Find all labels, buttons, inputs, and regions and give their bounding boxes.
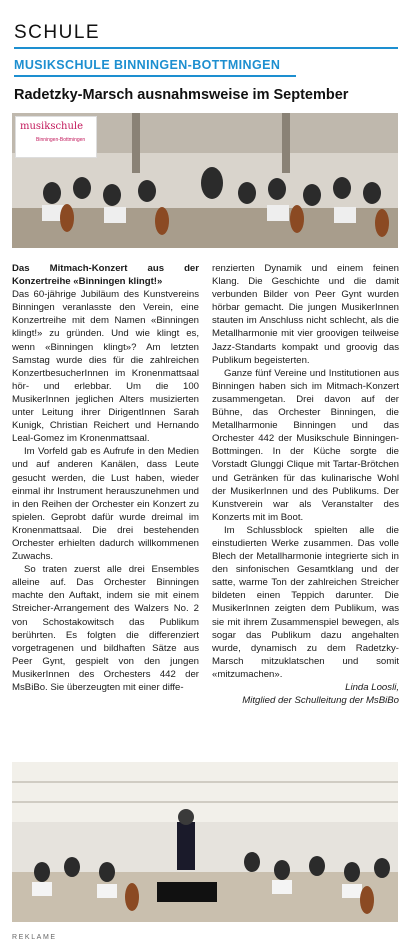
orchestra-photo-bottom-drawing xyxy=(12,762,398,922)
article-paragraph: Das 60-jährige Jubiläum des Kunstvereins Binningen veranlasste den Verein, eine Konzertreihe mit dem Namen «Binningen klingt!» zu gründen. Und wie klingt es, wenn «Binningen klingt»? Am letzten Samstag wurde dies für die zahlreichen KonzertbesucherInnen im Kronenmattsaal hör- und erlebbar. Um die 100 MusikerInnen jeglichen Alters musizierten unter Leitung ihrer DirigentInnen Sarah Kunigk, Christian Reichert und Hernando Leal-Gomez im Kronenmattsaal. xyxy=(12,289,199,445)
section-title: SCHULE xyxy=(14,22,101,43)
article-column-right xyxy=(212,262,399,707)
orchestra-photo-bottom xyxy=(12,762,398,922)
article-paragraph: renzierten Dynamik und einem feinen Klang. Die Geschichte und die damit verbunden Bilder von Peer Gynt wurden hörbar gemacht. Die jungen MusikerInnen stauten im Anschluss nicht schlecht, als die Metallharmonie mit vier groovigen teilweise Jazz-Standarts kompakt und groovig das Publikum begeisterten. xyxy=(212,263,399,366)
footer-label: REKLAME xyxy=(12,934,57,941)
musikschule-logo xyxy=(15,116,97,158)
article-paragraph: Im Vorfeld gab es Aufrufe in den Medien und auf anderen Kanälen, dass Leute gesucht werden, die Lust haben, wieder einmal ihr Instrument herauszunehmen und in den Reihen der Orchester ein Konzert zu spielen. Geprobt dafür wurde dreimal im Kronenmattsaal. Die drei bestehenden Orchester erhielten dadurch willkommenen Zuwachs. xyxy=(12,446,199,563)
article-headline: Radetzky-Marsch ausnahmsweise im September xyxy=(14,87,349,103)
article-intro: Das Mitmach-Konzert aus der Konzertreihe «Binningen klingt!» xyxy=(12,263,199,288)
article-paragraph: Im Schlussblock spielten alle die einstudierten Werke zusammen. Das volle Blech der Metallharmonie integrierte sich in den sinfonischen Gesamtklang und der satte, warme Ton der zahlreichen Streicher bildeten einen Teppich darunter. Die MusikerInnen zeigten dem Publikum, was sie mit ihrem Zusammenspiel bewegen, als sogar das Publikum dazu angehalten wurde, dynamisch zu dem Radetzky-Marsch mitzuklatschen und somit «mitzumachen». xyxy=(212,524,399,680)
subhead-rule xyxy=(14,75,296,77)
article-column-left xyxy=(12,262,199,694)
author-name: Linda Loosli, xyxy=(345,682,399,693)
author-role: Mitglied der Schulleitung der MsBiBo xyxy=(242,695,399,707)
logo-text: musikschule xyxy=(20,121,84,132)
subhead: MUSIKSCHULE BINNINGEN-BOTTMINGEN xyxy=(14,58,281,72)
article-paragraph: Ganze fünf Vereine und Institutionen aus Binningen haben sich im Mitmach-Konzert zusammengetan. Drei davon auf der Bühne, das Orchester Binningen, die Metallharmonie Binningen und das Orchester 442 der Musikschule Binningen-Bottmingen. In der Küche sorgte die Vorstadt Glunggi Clique mit Tartar-Brötchen und Getränken für das kulinarische Wohl der MusikerInnen und des Publikums. Der Kunstverein war als Veranstalter des Konzerts mit im Boot. xyxy=(212,367,399,523)
article-paragraph: So traten zuerst alle drei Ensembles alleine auf. Das Orchester Binningen machte den Auftakt, indem sie mit einem Streicher-Arrangement des Walzers No. 2 von Schostakowitsch das Publikum berührten. Es folgten die differenziert vorgetragenen und bildhaften Sätze aus Peer Gynt, gespielt von den jungen MusikerInnen des Orchesters 442 der MsBiBo. Sie überzeugten mit einer diffe- xyxy=(12,564,199,693)
logo-subtext: Binningen-Bottmingen xyxy=(36,137,86,143)
section-rule xyxy=(14,47,398,49)
orchestra-photo-top xyxy=(12,113,398,248)
